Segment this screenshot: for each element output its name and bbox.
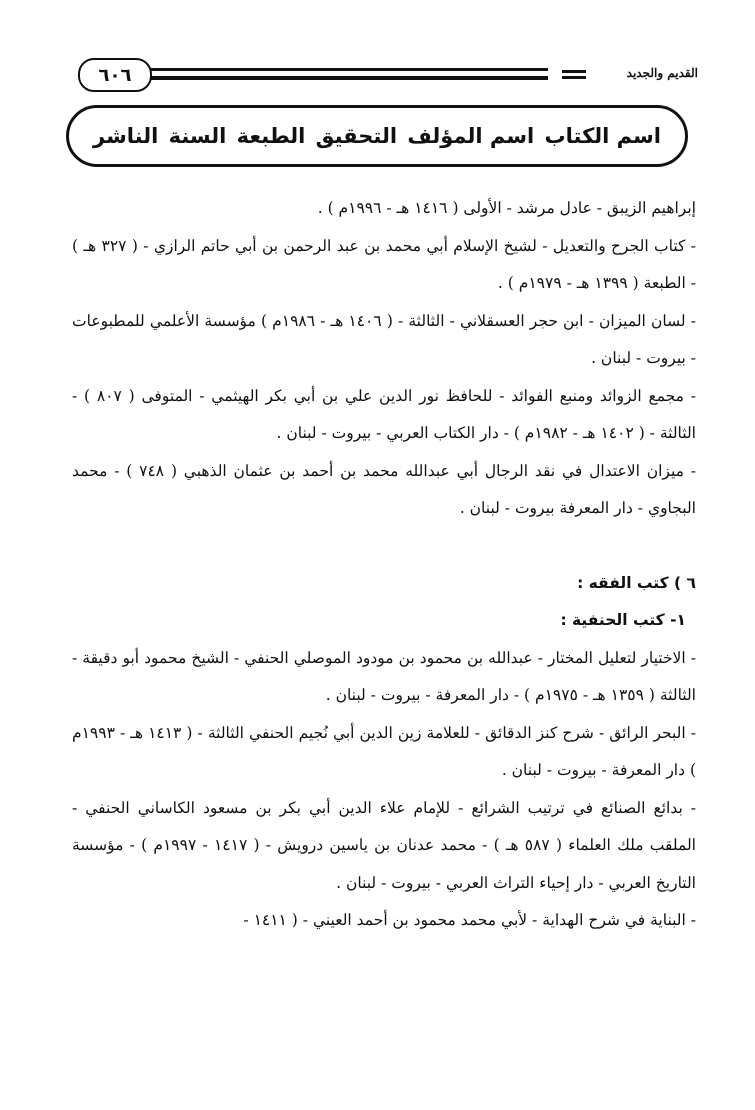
subsection-heading: ١- كتب الحنفية :: [560, 611, 686, 629]
column-author: اسم المؤلف: [407, 124, 535, 148]
bibliography-entry: - بدائع الصنائع في ترتيب الشرائع - للإمام علاء الدين أبي بكر بن مسعود الكاساني الحنفي - الملقب ملك العلماء ( ٥٨٧ هـ ) - محمد عدنان بن ياسين درويش - ( ١٤١٧ - ١٩٩٧م ) - مؤسسة التاريخ العربي - دار إحياء التراث العربي - بيروت - لبنان .: [72, 798, 696, 892]
bibliography-entry: - البناية في شرح الهداية - لأبي محمد محمود بن أحمد العيني - ( ١٤١١ -: [243, 911, 696, 929]
bibliography-entry: إبراهيم الزيبق - عادل مرشد - الأولى ( ١٤١٦ هـ - ١٩٩٦م ) .: [317, 199, 696, 217]
bibliography-body: [72, 190, 696, 940]
running-title: القديم والجديد: [626, 66, 698, 80]
bibliography-entry: - كتاب الجرح والتعديل - لشيخ الإسلام أبي محمد بن عبد الرحمن بن أبي حاتم الرازي - ( ٣٢٧ هـ ) - الطبعة ( ١٣٩٩ هـ - ١٩٧٩م ) .: [72, 236, 696, 292]
section-spacer: [72, 528, 696, 565]
page-number: ٦٠٦: [78, 58, 152, 92]
bibliography-entry: - ميزان الاعتدال في نقد الرجال أبي عبدالله محمد بن أحمد بن عثمان الذهبي ( ٧٤٨ ) - محمد البجاوي - دار المعرفة بيروت - لبنان .: [72, 461, 696, 517]
bibliography-entry: - مجمع الزوائد ومنبع الفوائد - للحافظ نور الدين علي بن أبي بكر الهيثمي - المتوفى ( ٨٠٧ ) - الثالثة - ( ١٤٠٢ هـ - ١٩٨٢م ) - دار الكتاب العربي - بيروت - لبنان .: [72, 386, 697, 442]
header-rule-long: [150, 68, 548, 80]
bibliography-entry: - لسان الميزان - ابن حجر العسقلاني - الثالثة - ( ١٤٠٦ هـ - ١٩٨٦م ) مؤسسة الأعلمي للمطبوعات - بيروت - لبنان .: [72, 311, 696, 367]
column-edition: الطبعة: [236, 124, 306, 148]
header-rule-short: [562, 70, 586, 79]
section-heading: ٦ ) كتب الفقه :: [577, 573, 696, 592]
column-publisher: الناشر: [93, 124, 159, 148]
page-header: [78, 58, 698, 92]
bibliography-entry: - الاختيار لتعليل المختار - عبدالله بن محمود بن مودود الموصلي الحنفي - الشيخ محمود أبو دقيقة - الثالثة ( ١٣٥٩ هـ - ١٩٧٥م ) - دار المعرفة - بيروت - لبنان .: [72, 648, 696, 704]
column-editor: التحقيق: [315, 124, 398, 148]
column-headings-box: [66, 105, 688, 167]
bibliography-entry: - البحر الرائق - شرح كنز الدقائق - للعلامة زين الدين أبي نُجيم الحنفي الثالثة - ( ١٤١٣ هـ - ١٩٩٣م ) دار المعرفة - بيروت - لبنان .: [72, 723, 697, 779]
column-year: السنة: [168, 124, 227, 148]
column-book-name: اسم الكتاب: [544, 124, 661, 148]
